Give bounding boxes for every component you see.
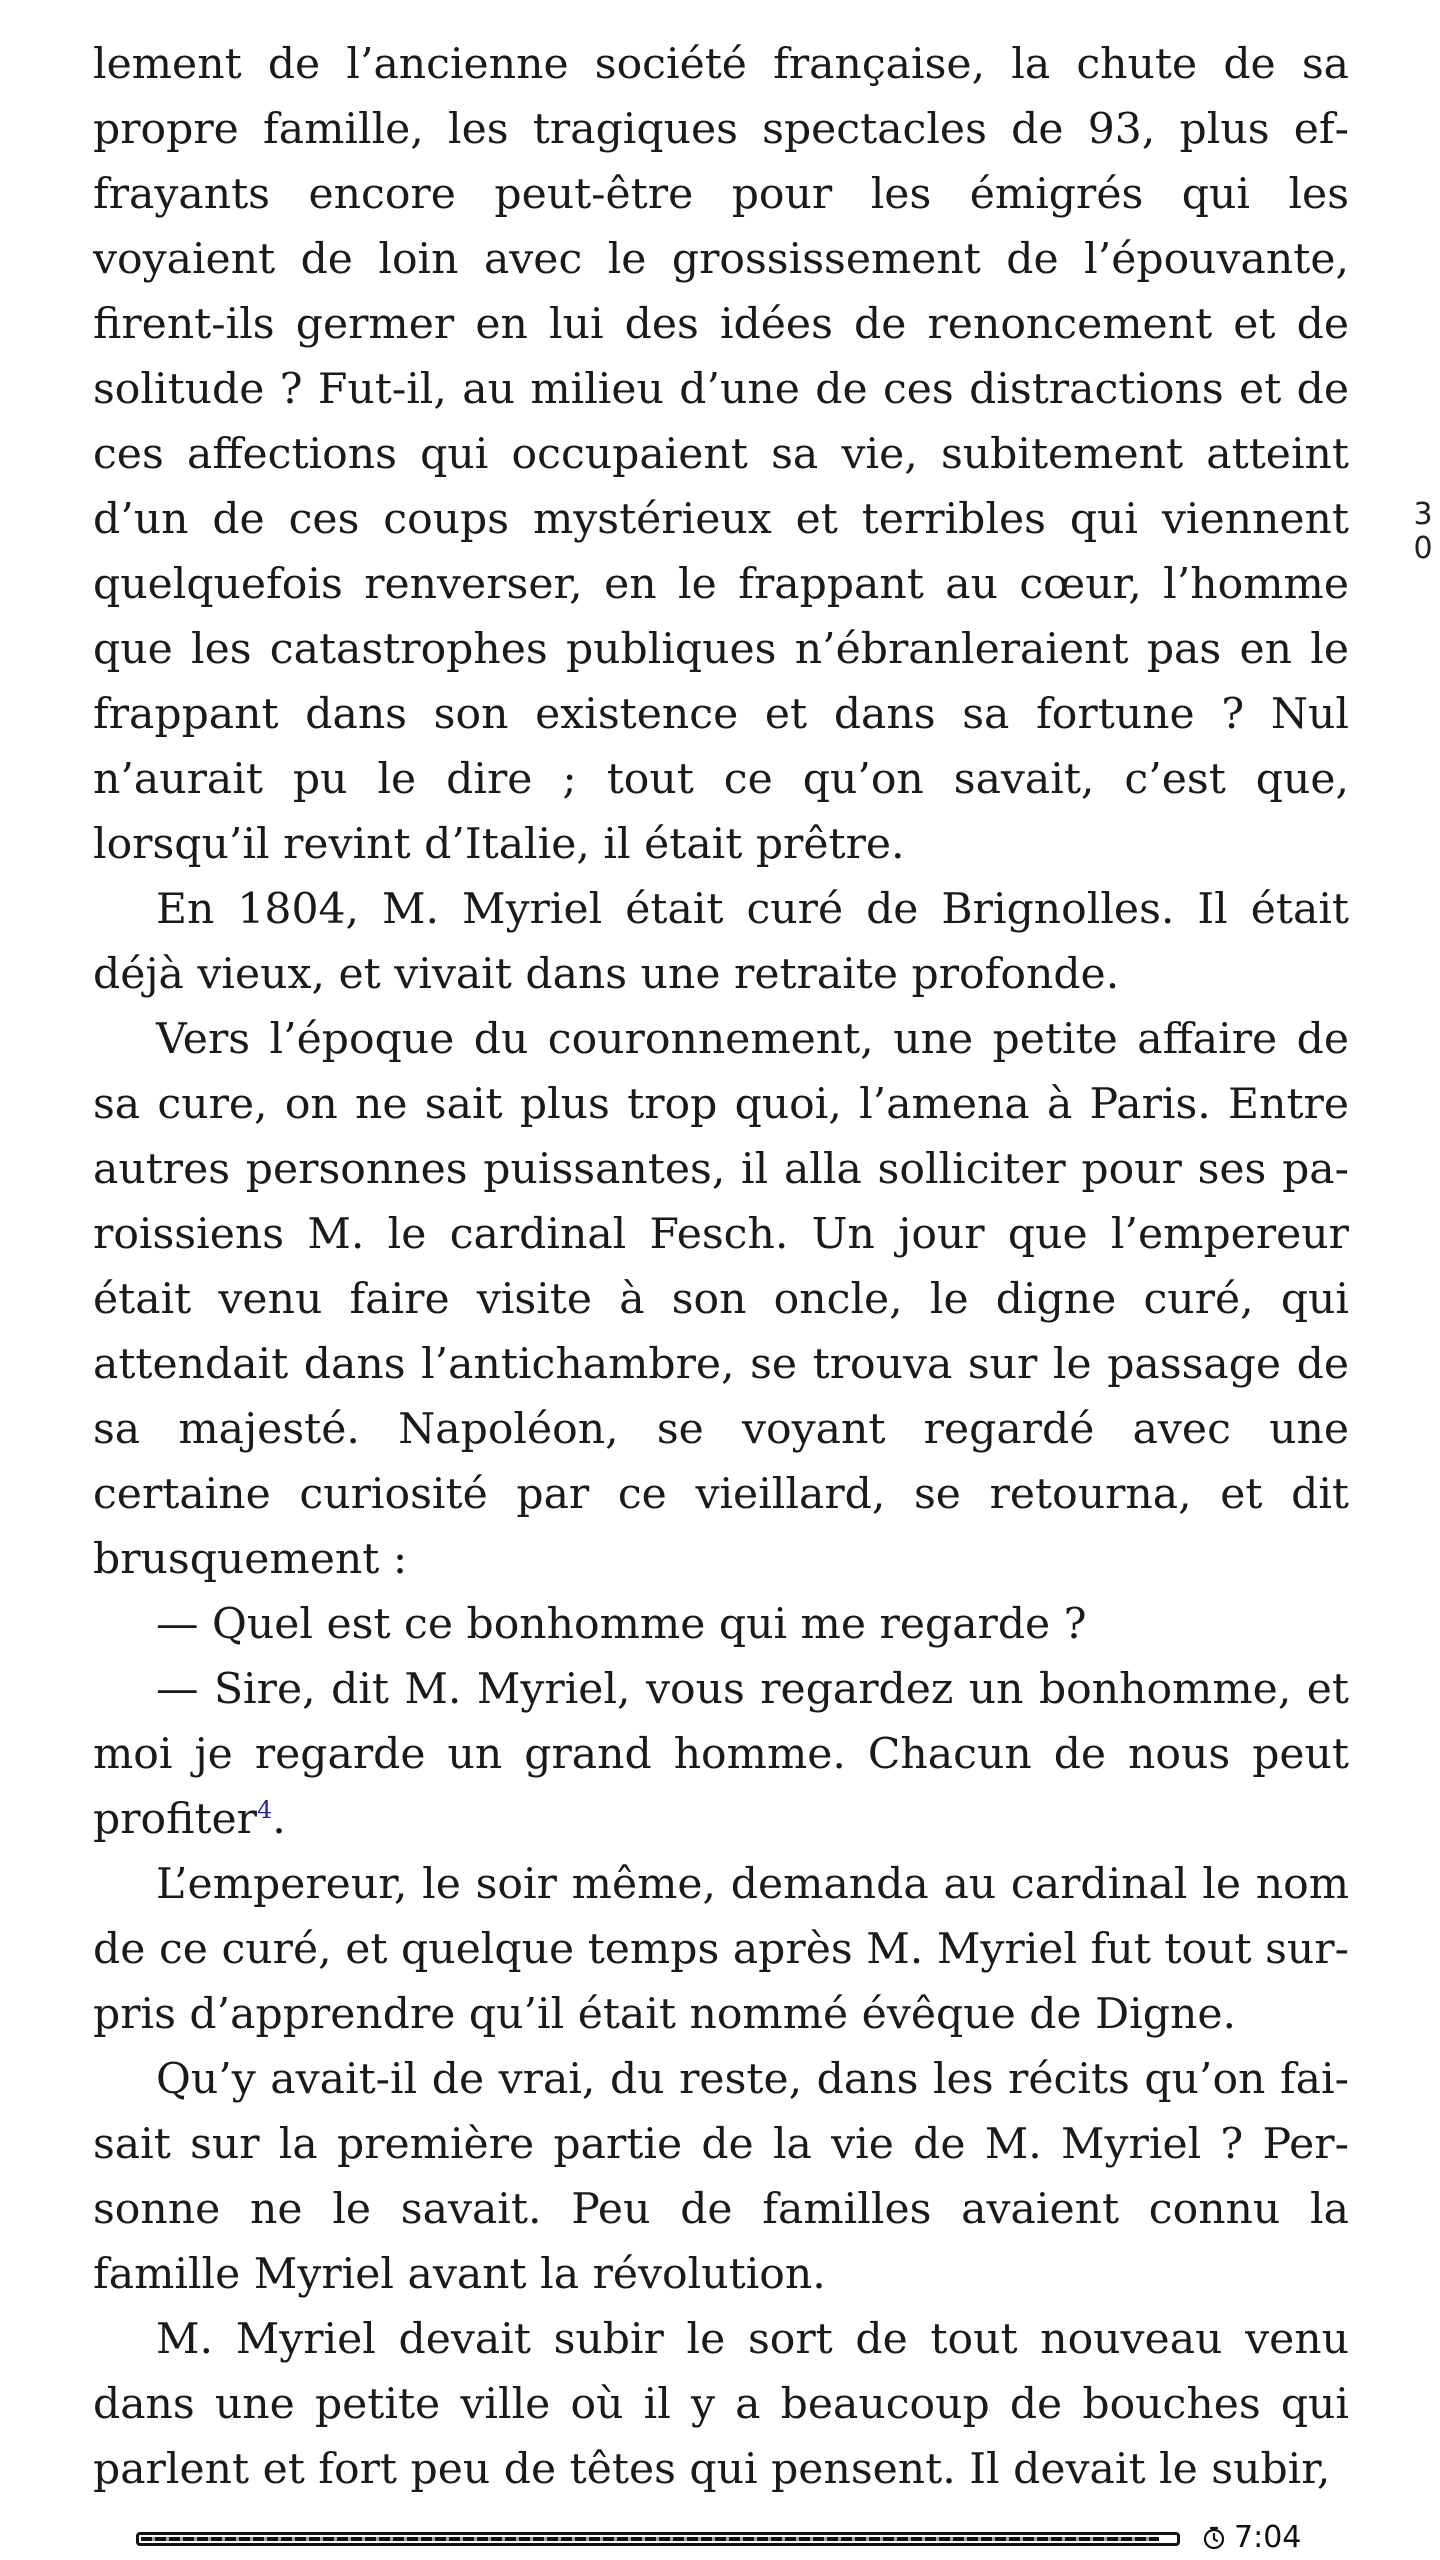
paragraph-1: lement de l’ancienne société française, la chute de sa propre famille, les tragiques spectacles de 93, plus effrayants encore peut-être pour les émigrés qui les voyaient de loin avec le grossissement de l’épouvante, firent-ils germer en lui des idées de renoncement et de solitude ? Fut-il, au milieu d’une de ces distractions et de ces affections qui occupaient sa vie, subitement atteint d’un de ces coups mystérieux et terribles qui viennent quelquefois renverser, en le frappant au cœur, l’homme que les catastrophes publiques n’ébranleraient pas en le frappant dans son existence et dans sa fortune ? Nul n’aurait pu le dire ; tout ce qu’on savait, c’est que, lorsqu’il revint d’Italie, il était prêtre. bbox=[93, 40, 1349, 869]
paragraph-5-text: — Sire, dit M. Myriel, vous regardez un bonhomme, et moi je regarde un grand homme. Chacun de nous peut profiter bbox=[93, 1665, 1349, 1844]
paragraph-6: L’empereur, le soir même, demanda au cardinal le nom de ce curé, et quelque temps après M. Myriel fut tout surpris d’apprendre qu’il était nommé évêque de Digne. bbox=[93, 1860, 1349, 2039]
paragraph-4: — Quel est ce bonhomme qui me regarde ? bbox=[156, 1600, 1087, 1649]
clock-time: 7:04 bbox=[1234, 2520, 1302, 2555]
footnote-link[interactable]: 4 bbox=[257, 1795, 273, 1824]
clock-icon bbox=[1202, 2526, 1226, 2550]
page-number bbox=[1408, 498, 1438, 566]
page-number-digit-1: 3 bbox=[1413, 497, 1433, 532]
paragraph-7: Qu’y avait-il de vrai, du reste, dans les récits qu’on faisait sur la première partie de la vie de M. Myriel ? Personne ne le savait. Peu de familles avaient connu la famille Myriel avant la révolution. bbox=[93, 2055, 1349, 2299]
paragraph-8: M. Myriel devait subir le sort de tout nouveau venu dans une petite ville où il y a beaucoup de bouches qui parlent et fort peu de têtes qui pensent. Il devait le subir, bbox=[93, 2315, 1349, 2494]
paragraph-5-end: . bbox=[272, 1795, 286, 1844]
paragraph-3: Vers l’époque du couronnement, une petite affaire de sa cure, on ne sait plus trop quoi, l’amena à Paris. Entre autres personnes puissantes, il alla solliciter pour ses paroissiens M. le cardinal Fesch. Un jour que l’empereur était venu faire visite à son oncle, le digne curé, qui attendait dans l’antichambre, se trouva sur le passage de sa majesté. Napoléon, se voyant regardé avec une certaine curiosité par ce vieillard, se retourna, et dit brusquement : bbox=[93, 1015, 1349, 1584]
paragraph-5 bbox=[93, 1657, 1349, 1852]
reading-progress-bar[interactable] bbox=[136, 2532, 1180, 2546]
status-bar bbox=[0, 2518, 1440, 2558]
paragraph-2: En 1804, M. Myriel était curé de Brignolles. Il était déjà vieux, et vivait dans une retraite profonde. bbox=[93, 885, 1349, 999]
page-number-digit-2: 0 bbox=[1413, 531, 1433, 566]
chapter-tick-marks bbox=[141, 2537, 1175, 2541]
clock bbox=[1202, 2520, 1301, 2556]
book-text bbox=[93, 32, 1349, 2502]
